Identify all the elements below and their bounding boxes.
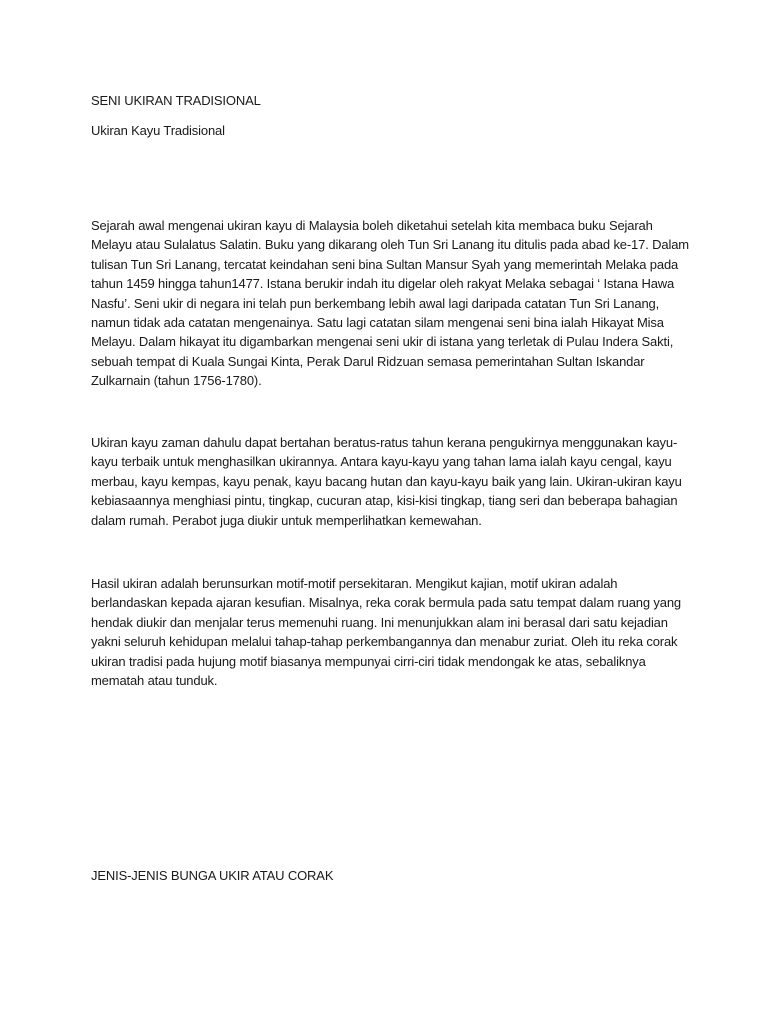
paragraph-wood-types: Ukiran kayu zaman dahulu dapat bertahan beratus-ratus tahun kerana pengukirnya menggunakan kayu-kayu terbaik untuk menghasilkan ukirannya. Antara kayu-kayu yang tahan lama ialah kayu cengal, kayu merbau, kayu kempas, kayu penak, kayu bacang hutan dan kayu-kayu baik yang lain. Ukiran-ukiran kayu kebiasaannya menghiasi pintu, tingkap, cucuran atap, kisi-kisi tingkap, tiang seri dan beberapa bahagian dalam rumah. Perabot juga diukir untuk memperlihatkan kemewahan.: [91, 435, 682, 528]
document-subtitle: Ukiran Kayu Tradisional: [91, 123, 225, 138]
section-heading: JENIS-JENIS BUNGA UKIR ATAU CORAK: [91, 868, 334, 883]
document-title: SENI UKIRAN TRADISIONAL: [91, 93, 261, 108]
paragraph-history: Sejarah awal mengenai ukiran kayu di Malaysia boleh diketahui setelah kita membaca buku Sejarah Melayu atau Sulalatus Salatin. Buku yang dikarang oleh Tun Sri Lanang itu ditulis pada abad ke-17. Dalam tulisan Tun Sri Lanang, tercatat keindahan seni bina Sultan Mansur Syah yang memerintah Melaka pada tahun 1459 hingga tahun1477. Istana berukir indah itu digelar oleh rakyat Melaka sebagai ‘ Istana Hawa Nasfu’. Seni ukir di negara ini telah pun berkembang lebih awal lagi daripada catatan Tun Sri Lanang, namun tidak ada catatan mengenainya. Satu lagi catatan silam mengenai seni bina ialah Hikayat Misa Melayu. Dalam hikayat itu digambarkan mengenai seni ukir di istana yang terletak di Pulau Indera Sakti, sebuah tempat di Kuala Sungai Kinta, Perak Darul Ridzuan semasa pemerintahan Sultan Iskandar Zulkarnain (tahun 1756-1780).: [91, 218, 689, 389]
paragraph-motifs: Hasil ukiran adalah berunsurkan motif-motif persekitaran. Mengikut kajian, motif ukiran adalah berlandaskan kepada ajaran kesufian. Misalnya, reka corak bermula pada satu tempat dalam ruang yang hendak diukir dan menjalar terus memenuhi ruang. Ini menunjukkan alam ini berasal dari satu kejadian yakni seluruh kehidupan melalui tahap-tahap perkembangannya dan menabur zuriat. Oleh itu reka corak ukiran tradisi pada hujung motif biasanya mempunyai cirri-ciri tidak mendongak ke atas, sebaliknya mematah atau tunduk.: [91, 576, 682, 689]
